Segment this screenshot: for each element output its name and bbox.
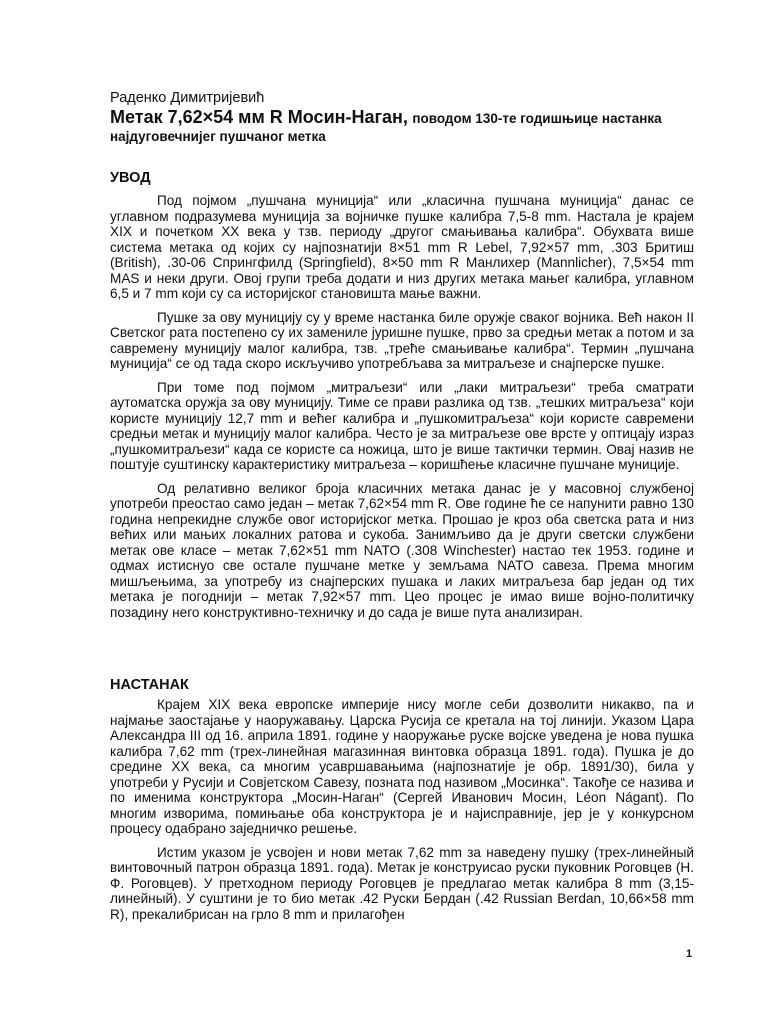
page-number: 1: [686, 948, 693, 960]
title-subtitle: поводом 130-те годишњице настанка најдуговечнијег пушчаног метка: [110, 111, 662, 144]
author-name: Раденко Димитријевић: [110, 90, 265, 106]
paragraph: Истим указом је усвојен и нови метак 7,62 mm за наведену пушку (трех-линейный винтовочный патрон образца 1891. года). Метак је конструисао руски пуковник Роговцев (Н. Ф. Роговцев). У претходном периоду Роговцев је предлагао метак калибра 8 mm (3,15-линейный). У суштини је то био метак .42 Руски Бердан (.42 Russian Berdan, 10,66×58 mm R), прекалибрисан на грло 8 mm и прилагођен: [110, 844, 694, 922]
paragraph: Пушке за ову муницију су у време настанка биле оружје сваког војника. Већ након II Светског рата постепено су их замениле јуришне пушке, прво за средњи метак а потом и за савремену муницију малог калибра, тзв. „треће смањивање калибра“. Термин „пушчана муниција“ се од тада скоро искључиво употребљава за митраљезе и снајперске пушке.: [110, 309, 694, 371]
paragraph: При томе под појмом „митраљези“ или „лаки митраљези“ треба сматрати аутоматска оружја за ову муницију. Тиме се прави разлика од тзв. „тешких митраљеза“ који користе муницију 12,7 mm и већег калибра и „пушкомитраљеза“ који користе савремени средњи метак и муницију малог калибра. Често је за митраљезе ове врсте у оптицају израз „пушкомитраљези“ када се користе са ножица, што је више тактички термин. Овај назив не поштује суштинску карактеристику митраљеза – коришћење класичне пушчане муниције.: [110, 379, 694, 472]
document-title: [110, 108, 694, 146]
section-uvod-body: [110, 193, 694, 628]
section-nastanak-body: [110, 697, 694, 930]
paragraph: Под појмом „пушчана муниција“ или „класична пушчана муниција“ данас се углавном подразумева муниција за војничке пушке калибра 7,5-8 mm. Настала је крајем XIX и почетком XX века у тзв. периоду „другог смањивања калибра“. Обухвата више система метака од којих су најпознатији 8×51 mm R Lebel, 7,92×57 mm, .303 Бритиш (British), .30-06 Спрингфилд (Springfield), 8×50 mm R Манлихер (Mannlicher), 7,5×54 mm MAS и неки други. Овој групи треба додати и низ других метака мањег калибра, углавном 6,5 и 7 mm који су са историјског становишта мање важни.: [110, 193, 694, 301]
paragraph: Крајем XIX века европске империје нису могле себи дозволити никакво, па и најмање заостајање у наоружавању. Царска Русија се кретала на тој линији. Указом Цара Александра III од 16. априла 1891. године у наоружање руске војске уведена је нова пушка калибра 7,62 mm (трех-линейная магазинная винтовка образца 1891. года). Пушка је до средине XX века, са многим усавршавањима (најпознатије је обр. 1891/30), била у употреби у Русији и Совјетском Савезу, позната под називом „Мосинка“. Такође се назива и по именима конструктора „Мосин-Наган“ (Сергей Иванович Мосин, Léon Nágant). По многим изворима, помињање оба конструктора је и најисправније, јер је у конкурсном процесу одабрано заједничко решење.: [110, 697, 694, 836]
paragraph: Од релативно великог броја класичних метака данас је у масовној службеној употреби преостао само један – метак 7,62×54 mm R. Ове године ће се напунити равно 130 година непрекидне службе овог историјског метка. Прошао је кроз оба светска рата и низ већих или мањих локалних ратова и сукоба. Занимљиво да је други светски службени метак ове класе – метак 7,62×51 mm NATO (.308 Winchester) настао тек 1953. године и одмах истиснуо све остале пушчане метке у земљама NATO савеза. Према многим мишљењима, за употребу из снајперских пушака и лаких митраљеза бар један од тих метака је погоднији – метак 7,92×57 mm. Цео процес је имао више војно-политичку позадину него конструктивно-техничку и до сада је више пута анализиран.: [110, 480, 694, 620]
section-heading-nastanak: НАСТАНАК: [110, 677, 189, 693]
title-main: Метак 7,62×54 мм R Мосин-Наган,: [110, 107, 408, 127]
section-heading-uvod: УВОД: [110, 170, 151, 186]
